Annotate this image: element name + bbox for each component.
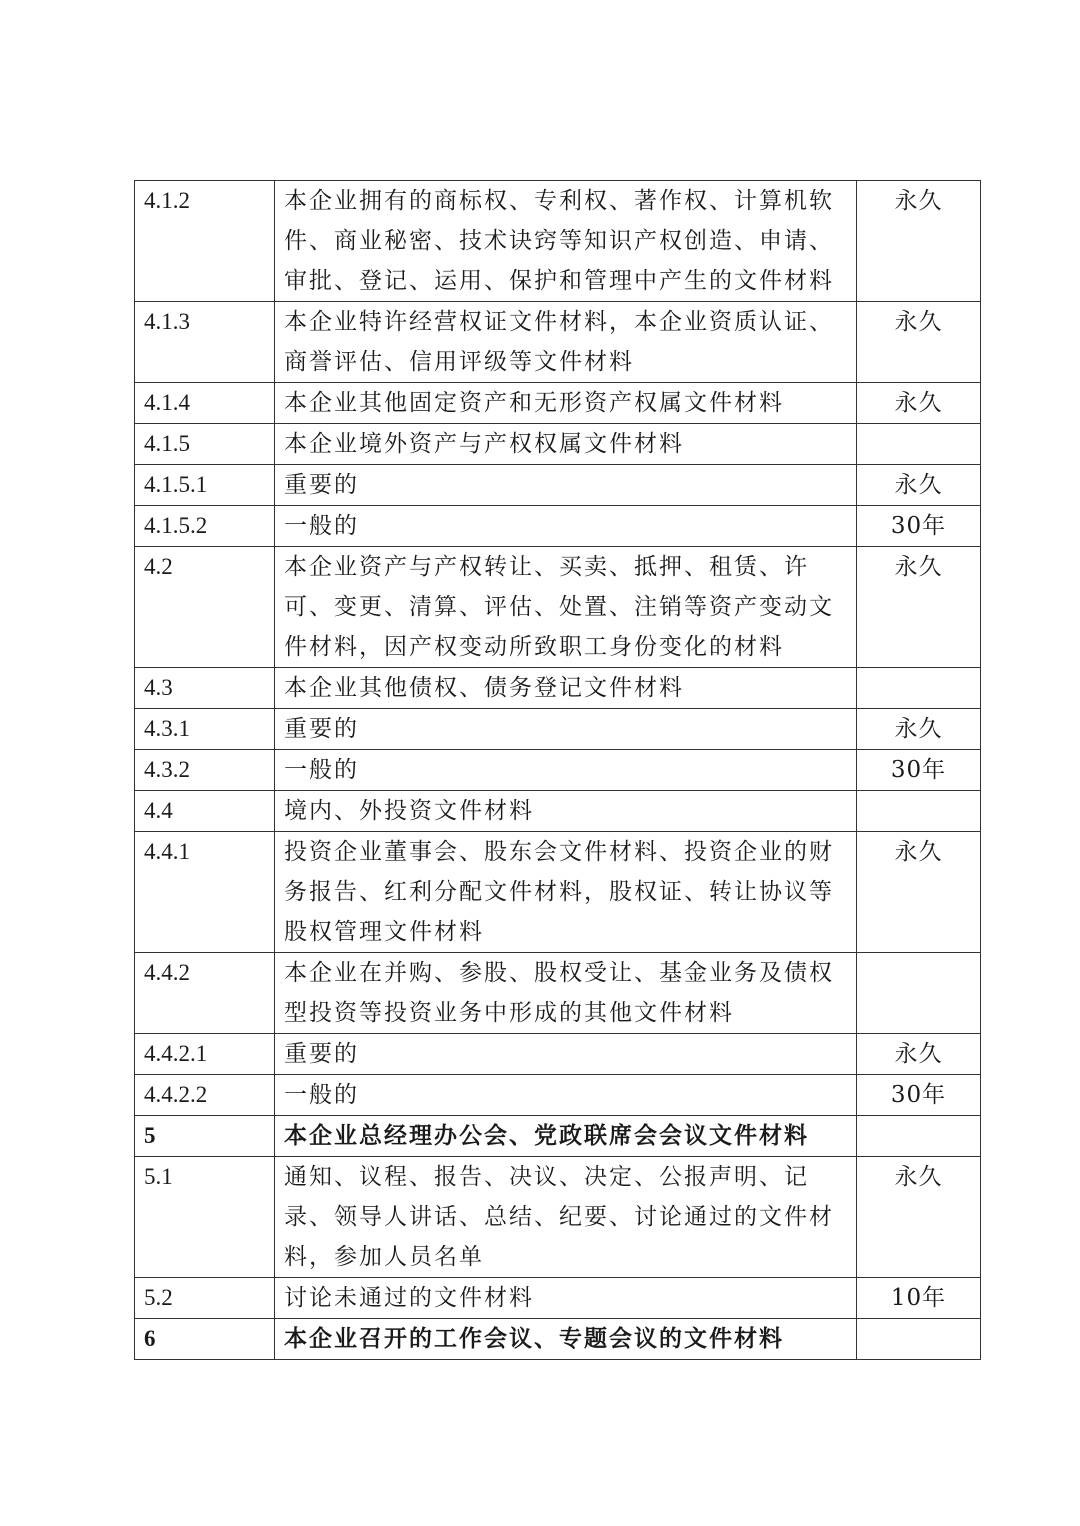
item-description-cell: 本企业其他债权、债务登记文件材料 bbox=[275, 668, 857, 709]
item-description-cell: 通知、议程、报告、决议、决定、公报声明、记录、领导人讲话、总结、纪要、讨论通过的文件材料，参加人员名单 bbox=[275, 1157, 857, 1278]
item-code-cell: 4.3 bbox=[135, 668, 275, 709]
retention-period-cell bbox=[857, 1319, 981, 1360]
retention-period-cell: 30年 bbox=[857, 506, 981, 547]
table-row bbox=[135, 383, 981, 424]
item-code-cell: 4.3.2 bbox=[135, 750, 275, 791]
retention-period-cell: 永久 bbox=[857, 547, 981, 668]
table-row bbox=[135, 1116, 981, 1157]
item-description-cell: 本企业拥有的商标权、专利权、著作权、计算机软件、商业秘密、技术诀窍等知识产权创造、申请、审批、登记、运用、保护和管理中产生的文件材料 bbox=[275, 181, 857, 302]
item-code-cell: 5 bbox=[135, 1116, 275, 1157]
item-description-cell: 本企业境外资产与产权权属文件材料 bbox=[275, 424, 857, 465]
item-code-cell: 6 bbox=[135, 1319, 275, 1360]
retention-period-table bbox=[134, 180, 981, 1360]
item-code-cell: 4.1.4 bbox=[135, 383, 275, 424]
table-row bbox=[135, 791, 981, 832]
table-row bbox=[135, 424, 981, 465]
item-code-cell: 4.4.2.1 bbox=[135, 1034, 275, 1075]
table-row bbox=[135, 506, 981, 547]
table-row bbox=[135, 302, 981, 383]
retention-period-cell bbox=[857, 791, 981, 832]
item-code-cell: 4.4 bbox=[135, 791, 275, 832]
item-code-cell: 4.1.3 bbox=[135, 302, 275, 383]
item-description-cell: 一般的 bbox=[275, 1075, 857, 1116]
table-row bbox=[135, 832, 981, 953]
item-description-cell: 讨论未通过的文件材料 bbox=[275, 1278, 857, 1319]
item-code-cell: 5.2 bbox=[135, 1278, 275, 1319]
retention-period-cell bbox=[857, 1116, 981, 1157]
item-description-cell: 境内、外投资文件材料 bbox=[275, 791, 857, 832]
item-description-cell: 重要的 bbox=[275, 709, 857, 750]
retention-period-cell: 永久 bbox=[857, 383, 981, 424]
table-row bbox=[135, 750, 981, 791]
retention-period-cell bbox=[857, 953, 981, 1034]
retention-period-cell: 永久 bbox=[857, 181, 981, 302]
retention-period-cell: 30年 bbox=[857, 1075, 981, 1116]
item-code-cell: 4.4.1 bbox=[135, 832, 275, 953]
item-code-cell: 4.1.5 bbox=[135, 424, 275, 465]
table-row bbox=[135, 668, 981, 709]
table-row bbox=[135, 1075, 981, 1116]
table-row bbox=[135, 181, 981, 302]
retention-period-cell bbox=[857, 424, 981, 465]
item-description-cell: 投资企业董事会、股东会文件材料、投资企业的财务报告、红利分配文件材料，股权证、转让协议等股权管理文件材料 bbox=[275, 832, 857, 953]
table-row bbox=[135, 1034, 981, 1075]
retention-period-cell: 永久 bbox=[857, 709, 981, 750]
item-description-cell: 一般的 bbox=[275, 750, 857, 791]
table-body bbox=[135, 181, 981, 1360]
retention-period-cell: 永久 bbox=[857, 1034, 981, 1075]
item-code-cell: 5.1 bbox=[135, 1157, 275, 1278]
retention-period-cell: 30年 bbox=[857, 750, 981, 791]
item-description-cell: 本企业其他固定资产和无形资产权属文件材料 bbox=[275, 383, 857, 424]
table-row bbox=[135, 547, 981, 668]
item-description-cell: 本企业在并购、参股、股权受让、基金业务及债权型投资等投资业务中形成的其他文件材料 bbox=[275, 953, 857, 1034]
item-code-cell: 4.4.2.2 bbox=[135, 1075, 275, 1116]
table-row bbox=[135, 1319, 981, 1360]
item-description-cell: 本企业资产与产权转让、买卖、抵押、租赁、许可、变更、清算、评估、处置、注销等资产变动文件材料，因产权变动所致职工身份变化的材料 bbox=[275, 547, 857, 668]
retention-period-cell: 永久 bbox=[857, 302, 981, 383]
table-row bbox=[135, 465, 981, 506]
table-row bbox=[135, 709, 981, 750]
table-row bbox=[135, 953, 981, 1034]
item-description-cell: 本企业总经理办公会、党政联席会会议文件材料 bbox=[275, 1116, 857, 1157]
retention-period-cell bbox=[857, 668, 981, 709]
item-description-cell: 重要的 bbox=[275, 1034, 857, 1075]
item-description-cell: 重要的 bbox=[275, 465, 857, 506]
retention-period-cell: 10年 bbox=[857, 1278, 981, 1319]
table-row bbox=[135, 1157, 981, 1278]
table-row bbox=[135, 1278, 981, 1319]
item-code-cell: 4.1.2 bbox=[135, 181, 275, 302]
item-code-cell: 4.4.2 bbox=[135, 953, 275, 1034]
item-code-cell: 4.1.5.2 bbox=[135, 506, 275, 547]
item-description-cell: 一般的 bbox=[275, 506, 857, 547]
retention-period-cell: 永久 bbox=[857, 832, 981, 953]
item-description-cell: 本企业特许经营权证文件材料，本企业资质认证、商誉评估、信用评级等文件材料 bbox=[275, 302, 857, 383]
item-code-cell: 4.2 bbox=[135, 547, 275, 668]
item-description-cell: 本企业召开的工作会议、专题会议的文件材料 bbox=[275, 1319, 857, 1360]
item-code-cell: 4.1.5.1 bbox=[135, 465, 275, 506]
retention-period-cell: 永久 bbox=[857, 1157, 981, 1278]
item-code-cell: 4.3.1 bbox=[135, 709, 275, 750]
retention-period-cell: 永久 bbox=[857, 465, 981, 506]
